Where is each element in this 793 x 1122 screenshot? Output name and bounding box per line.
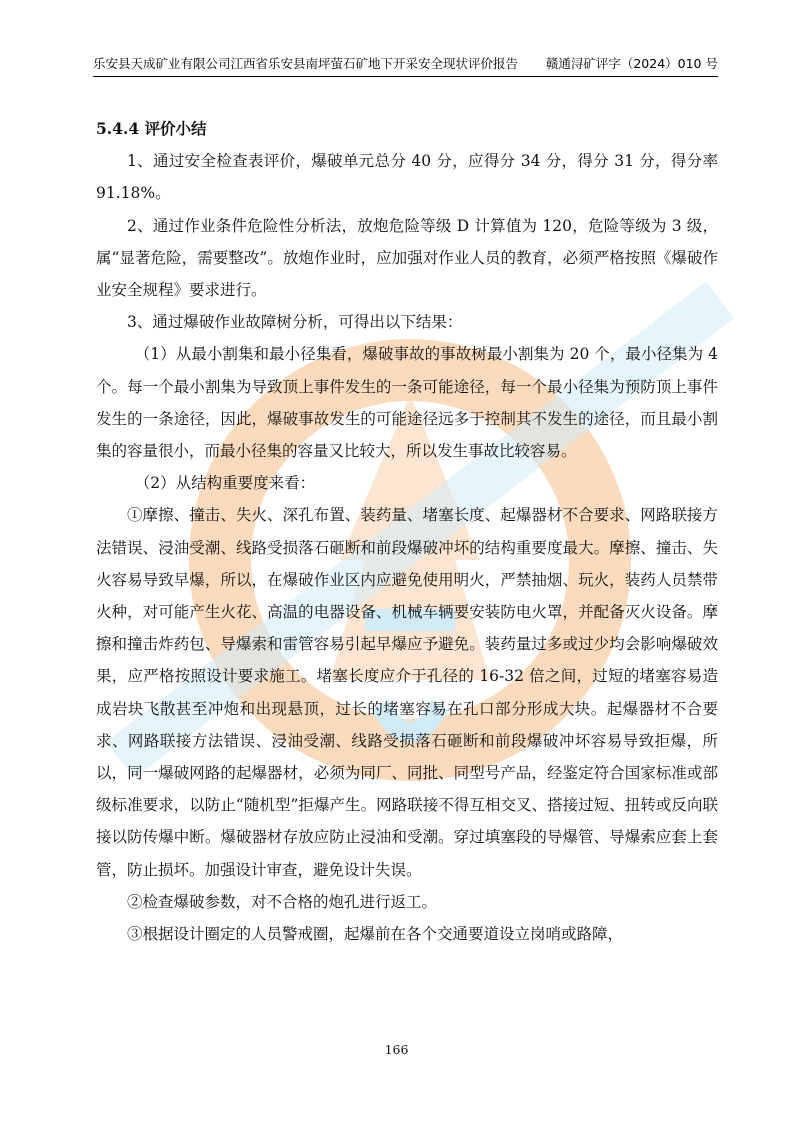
paragraph-4: （1）从最小割集和最小径集看，爆破事故的事故树最小割集为 20 个，最小径集为 4 个。每一个最小割集为导致顶上事件发生的一条可能途径，每一个最小径集为预防顶上事件发生的一条途径，因此，爆破事故发生的可能途径远多于控制其不发生的途径，而且最小割集的容量很小，而最小径集的容量又比较大，所以发生事故比较容易。 (96, 345, 718, 461)
paragraph-2: 2、通过作业条件危险性分析法，放炮危险等级 D 计算值为 120，危险等级为 3 级，属“显著危险，需要整改”。放炮作业时，应加强对作业人员的教育，必须严格按照《爆破作业安全规程》要求进行。 (96, 216, 718, 300)
paragraph-7: ②检查爆破参数，对不合格的炮孔进行返工。 (127, 892, 438, 911)
paragraph-8: ③根据设计圈定的人员警戒圈，起爆前在各个交通要道设立岗哨或路障， (127, 925, 624, 944)
body-content (96, 113, 718, 950)
paragraph-6: ①摩擦、撞击、失火、深孔布置、装药量、堵塞长度、起爆器材不合要求、网路联接方法错误、浸油受潮、线路受损落石砸断和前段爆破冲坏的结构重要度最大。摩擦、撞击、失火容易导致早爆，所以，在爆破作业区内应避免使用明火，严禁抽烟、玩火，装药人员禁带火种，对可能产生火花、高温的电器设备、机械车辆要安装防电火罩，并配备灭火设备。摩擦和撞击炸药包、导爆索和雷管容易引起早爆应予避免。装药量过多或过少均会影响爆破效果，应严格按照设计要求施工。堵塞长度应介于孔径的 16-32 倍之间，过短的堵塞容易造成岩块飞散甚至冲炮和出现悬顶，过长的堵塞容易在孔口部分形成大块。起爆器材不合要求、网路联接方法错误、浸油受潮、线路受损落石砸断和前段爆破冲坏容易导致拒爆，所以，同一爆破网路的起爆器材，必须为同厂、同批、同型号产品，经鉴定符合国家标准或部级标准要求，以防止“随机型”拒爆产生。网路联接不得互相交叉、搭接过短、扭转或反向联接以防传爆中断。爆破器材存放应防止浸油和受潮。穿过填塞段的导爆管、导爆索应套上套管，防止损坏。加强设计审查，避免设计失误。 (96, 506, 718, 879)
report-title: 乐安县天成矿业有限公司江西省乐安县南坪萤石矿地下开采安全现状评价报告 (93, 56, 519, 71)
section-title: 5.4.4 评价小结 (96, 119, 207, 138)
page-header (93, 54, 718, 77)
paragraph-1: 1、通过安全检查表评价，爆破单元总分 40 分，应得分 34 分，得分 31 分，得分率 91.18%。 (96, 152, 718, 203)
document-number: 赣通浔矿评字（2024）010 号 (545, 56, 718, 71)
page-number: 166 (384, 1042, 409, 1057)
paragraph-5: （2）从结构重要度来看： (134, 474, 316, 493)
paragraph-3: 3、通过爆破作业故障树分析，可得出以下结果： (127, 313, 463, 332)
